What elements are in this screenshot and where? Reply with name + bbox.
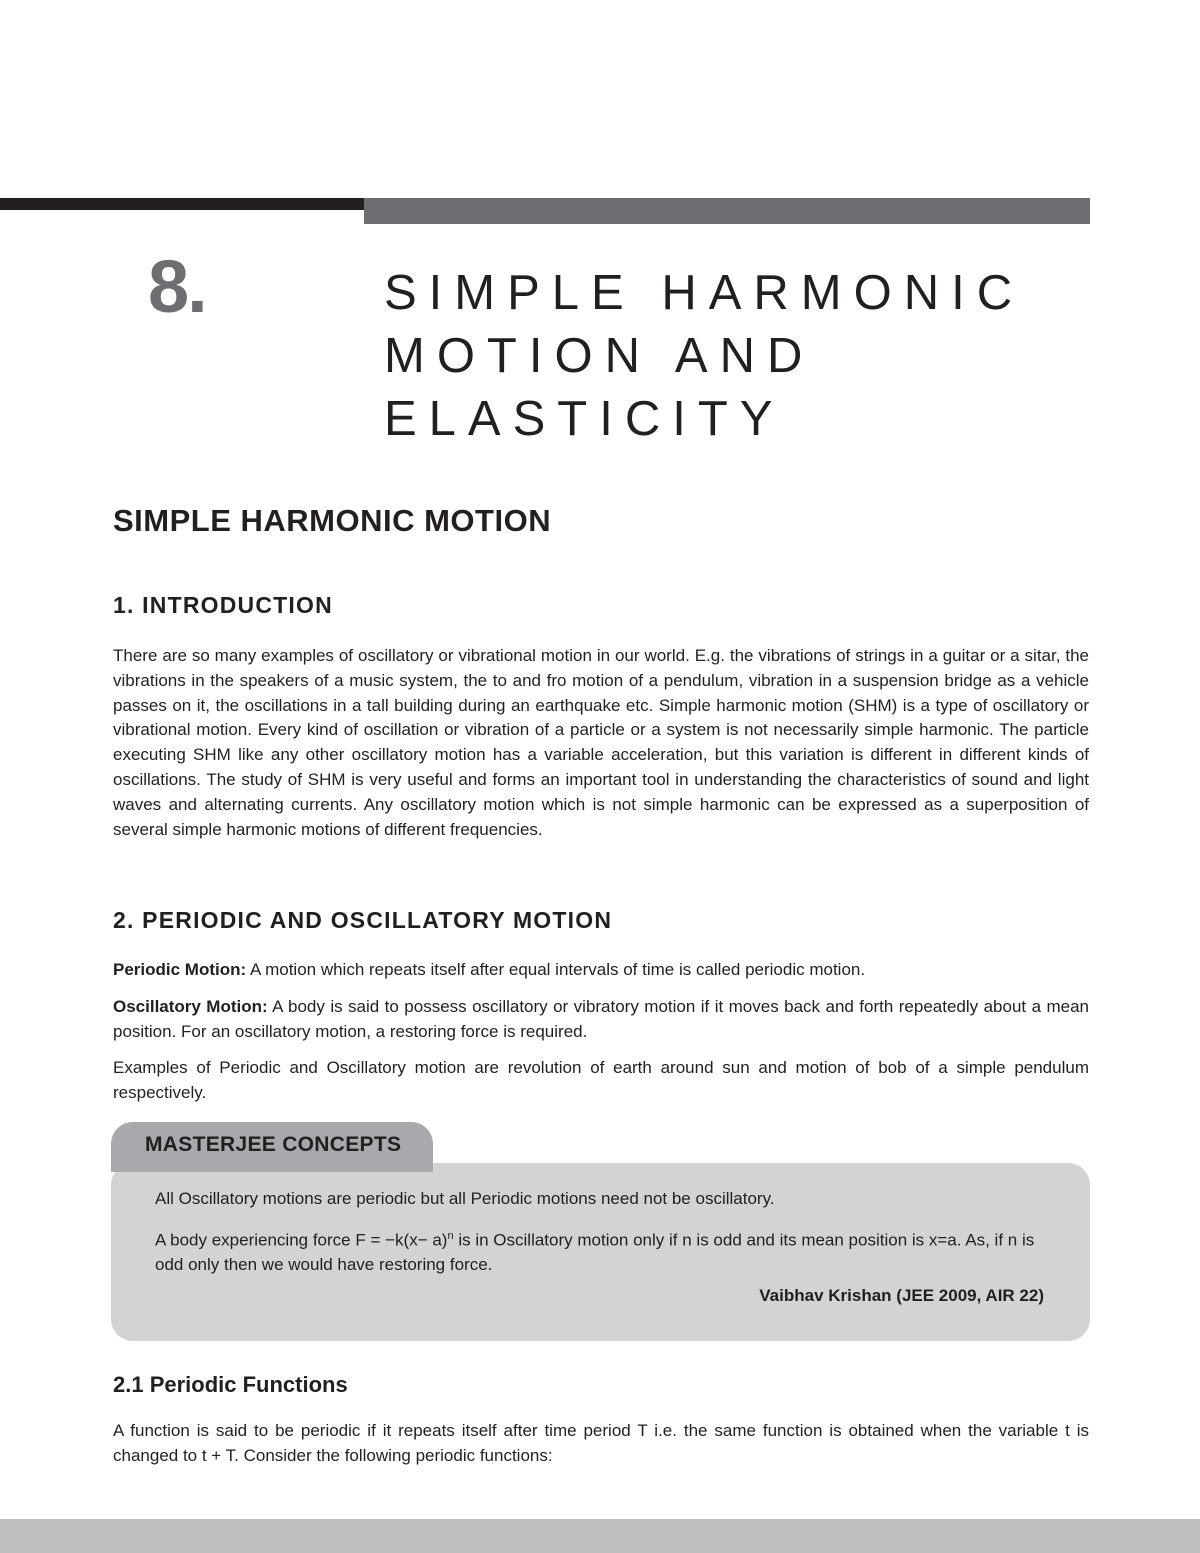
header-grey-bar: [364, 198, 1090, 224]
chapter-number: 8.: [148, 245, 206, 328]
concept-line-2-end: is in Oscillatory motion only if n is odd and its mean position is x=a. As, if n is odd only then we would have restoring force.: [155, 1230, 1035, 1274]
periodic-motion-definition: [113, 958, 1089, 983]
footer-bar: [0, 1519, 1200, 1553]
periodic-heading: 2. PERIODIC AND OSCILLATORY MOTION: [113, 907, 613, 933]
oscillatory-motion-definition: [113, 995, 1089, 1045]
concept-credit: Vaibhav Krishan (JEE 2009, AIR 22): [759, 1286, 1044, 1305]
intro-paragraph: There are so many examples of oscillatory or vibrational motion in our world. E.g. the vibrations of strings in a guitar or a sitar, the vibrations in the speakers of a music system, the to and fro motion of a pendulum, vibration in a suspension bridge as a vehicle passes on it, the oscillations in a tall building during an earthquake etc. Simple harmonic motion (SHM) is a type of oscillatory or vibrational motion. Every kind of oscillation or vibration of a particle or a system is not necessarily simple harmonic. The particle executing SHM like any other oscillatory motion has a variable acceleration, but this variation is different in different kinds of oscillations. The study of SHM is very useful and forms an important tool in understanding the characteristics of sound and light waves and alternating currents. Any oscillatory motion which is not simple harmonic can be expressed as a superposition of several simple harmonic motions of different frequencies.: [113, 646, 1089, 839]
periodic-motion-term: Periodic Motion:: [113, 960, 247, 979]
header-dark-bar: [0, 198, 366, 210]
periodic-functions-paragraph: A function is said to be periodic if it repeats itself after time period T i.e. the same function is obtained when the variable t is changed to t + T. Consider the following periodic functions:: [113, 1421, 1089, 1465]
concept-line-2: [155, 1224, 1045, 1277]
periodic-functions-heading: 2.1 Periodic Functions: [113, 1372, 348, 1397]
concept-line-2-start: A body experiencing force: [155, 1230, 356, 1250]
force-formula: F = −k(x− a): [355, 1230, 448, 1250]
chapter-title-line-2: MOTION AND: [384, 329, 815, 383]
section-heading: SIMPLE HARMONIC MOTION: [113, 503, 552, 538]
chapter-title-line-1: SIMPLE HARMONIC: [384, 266, 1025, 320]
oscillatory-motion-text: A body is said to possess oscillatory or vibratory motion if it moves back and forth repeatedly about a mean position. For an oscillatory motion, a restoring force is required.: [113, 997, 1089, 1041]
intro-heading: 1. INTRODUCTION: [113, 592, 333, 618]
force-exponent: n: [447, 1230, 454, 1242]
motion-examples: Examples of Periodic and Oscillatory motion are revolution of earth around sun and motion of bob of a simple pendulum respectively.: [113, 1058, 1089, 1102]
concepts-tab-label: MASTERJEE CONCEPTS: [145, 1133, 402, 1156]
oscillatory-motion-term: Oscillatory Motion:: [113, 997, 268, 1016]
concept-line-1: All Oscillatory motions are periodic but all Periodic motions need not be oscillatory.: [155, 1189, 775, 1208]
chapter-title-line-3: ELASTICITY: [384, 392, 785, 446]
chapter-title: [384, 262, 1084, 451]
periodic-motion-text: A motion which repeats itself after equal intervals of time is called periodic motion.: [246, 960, 866, 979]
